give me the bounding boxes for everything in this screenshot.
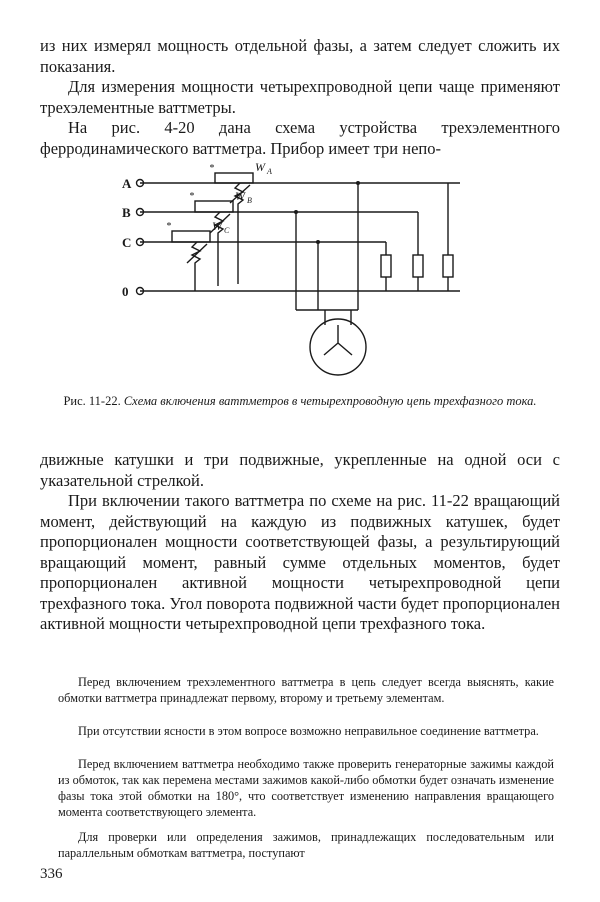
label-zero: 0 xyxy=(122,284,129,299)
caption-number: Рис. 11-22. xyxy=(63,394,121,408)
generator-star-winding xyxy=(324,325,352,355)
paragraph-torque: При включении такого ваттметра по схеме на рис. 11-22 вращающий момент, действующий на каждую из подвижных катушек, будет пропорционален мощности соответствующей фазы, а результирующий вращающий момент, равный сумме отдельных моментов, будет пропорционален активной мощности четырехпроводной цепи трехфазного тока. Угол поворота подвижной части будет пропорционален активной мощности четырехпроводной цепи трехфазного тока. xyxy=(40,491,560,633)
wattmeter-b-current-coil xyxy=(195,201,233,212)
label-c: C xyxy=(122,235,132,250)
small-paragraph-4: Для проверки или определения зажимов, принадлежащих последовательным или параллельным обмоткам ваттметра, поступают xyxy=(58,830,554,860)
caption-text: Схема включения ваттметров в четырехпроводную цепь трехфазного тока. xyxy=(123,394,537,408)
small-paragraph-3: Перед включением ваттметра необходимо также проверить генераторные зажимы каждой из обмоток, так как перемена местами зажимов какой-либо обмотки будет означать изменение фазы тока этой обмотки на 180°, что соответствует изменению направления вращающего момента соответствующего элемента. xyxy=(58,757,554,819)
wattmeter-c-arrow xyxy=(187,244,207,263)
paragraph-moving-coils: движные катушки и три подвижные, укрепленные на одной оси с указательной стрелкой. xyxy=(40,450,560,490)
load-b-resistor xyxy=(413,255,423,277)
wattmeter-a-label-sub: A xyxy=(267,167,272,176)
wattmeter-b-label: W xyxy=(235,189,245,203)
small-paragraph-2: При отсутствии ясности в этом вопросе возможно неправильное соединение ваттметра. xyxy=(78,724,539,738)
page-number: 336 xyxy=(40,866,63,882)
paragraph-three-element-wattmeters: Для измерения мощности четырехпроводной цепи чаще применяют трехэлементные ваттметры. xyxy=(40,77,560,117)
label-b: B xyxy=(122,205,131,220)
wattmeter-c-voltage-coil xyxy=(192,242,200,291)
node-b xyxy=(294,210,298,214)
wattmeter-b-label-sub: B xyxy=(247,196,252,205)
paragraph-figure-reference: На рис. 4-20 дана схема устройства трехэлементного ферродинамического ваттметра. Прибор имеет три непо- xyxy=(40,118,560,158)
node-c xyxy=(316,240,320,244)
star-mark-a: * xyxy=(209,163,214,174)
wattmeter-c-label-sub: C xyxy=(224,226,230,235)
small-paragraph-1: Перед включением трехэлементного ваттметра в цепь следует всегда выяснять, какие обмотки ваттметра принадлежат первому, второму и третьему элементам. xyxy=(58,675,554,705)
load-c-resistor xyxy=(381,255,391,277)
wiring-diagram xyxy=(100,155,500,385)
label-a: A xyxy=(122,176,132,191)
node-a xyxy=(356,181,360,185)
wattmeter-c-label: W xyxy=(212,219,222,233)
star-mark-b: * xyxy=(189,191,194,202)
wattmeter-c-current-coil xyxy=(172,231,210,242)
wattmeter-a-current-coil xyxy=(215,173,253,183)
wattmeter-a-label: W xyxy=(255,160,265,174)
figure-caption xyxy=(40,393,560,410)
star-mark-c: * xyxy=(166,221,171,232)
load-a-resistor xyxy=(443,255,453,277)
paragraph-continuation: из них измерял мощность отдельной фазы, а затем следует сложить их показания. xyxy=(40,36,560,76)
